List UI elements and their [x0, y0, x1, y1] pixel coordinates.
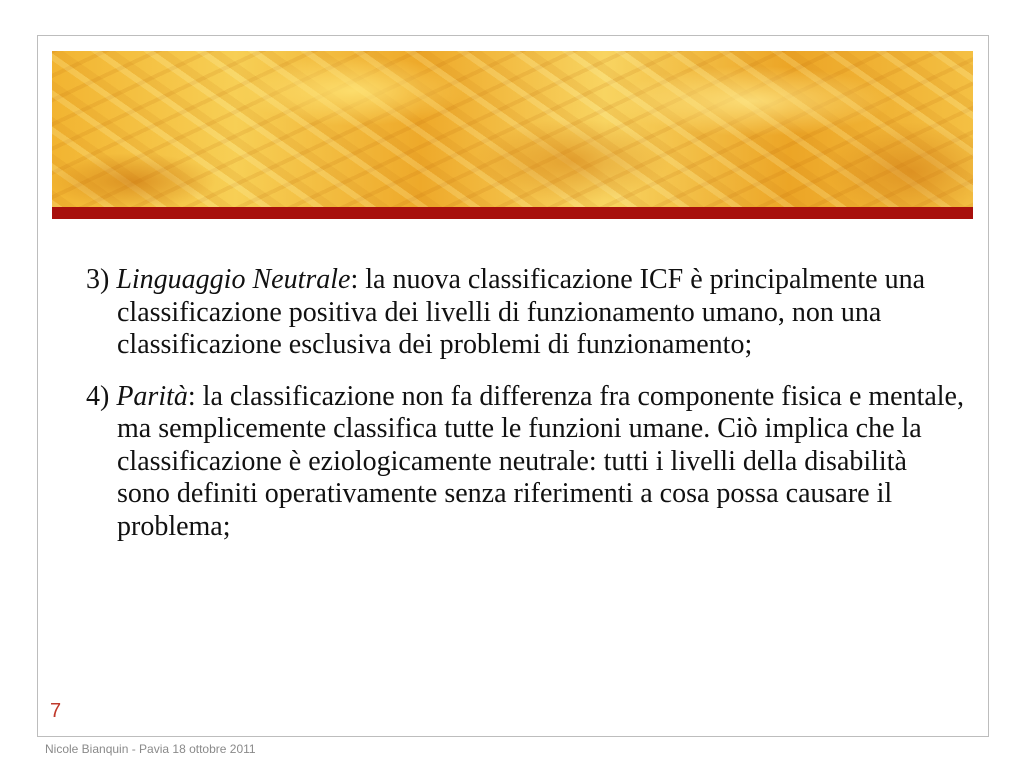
footer-text: Nicole Bianquin - Pavia 18 ottobre 2011 — [45, 742, 256, 756]
banner-stripe — [52, 207, 973, 219]
item-text: : la classificazione non fa differenza fra componente fisica e mentale, ma semplicemente classifica tutte le funzioni umane. Ciò implica che la classificazione è eziologicamente neutrale: tutti i livelli della disabilità sono definiti operativamente senza riferimenti a cosa possa causare il problema; — [117, 380, 964, 542]
item-term: Parità — [116, 380, 188, 412]
list-item — [86, 381, 966, 544]
list-item — [86, 264, 966, 362]
item-text: : la nuova classificazione ICF è principalmente una classificazione positiva dei livelli di funzionamento umano, non una classificazione esclusiva dei problemi di funzionamento; — [117, 264, 926, 360]
slide-content — [86, 264, 966, 543]
item-number: 4) — [86, 380, 110, 412]
page-number: 7 — [50, 700, 62, 722]
item-term: Linguaggio Neutrale — [116, 264, 351, 295]
item-number: 3) — [86, 264, 110, 295]
header-banner-image — [52, 51, 973, 207]
